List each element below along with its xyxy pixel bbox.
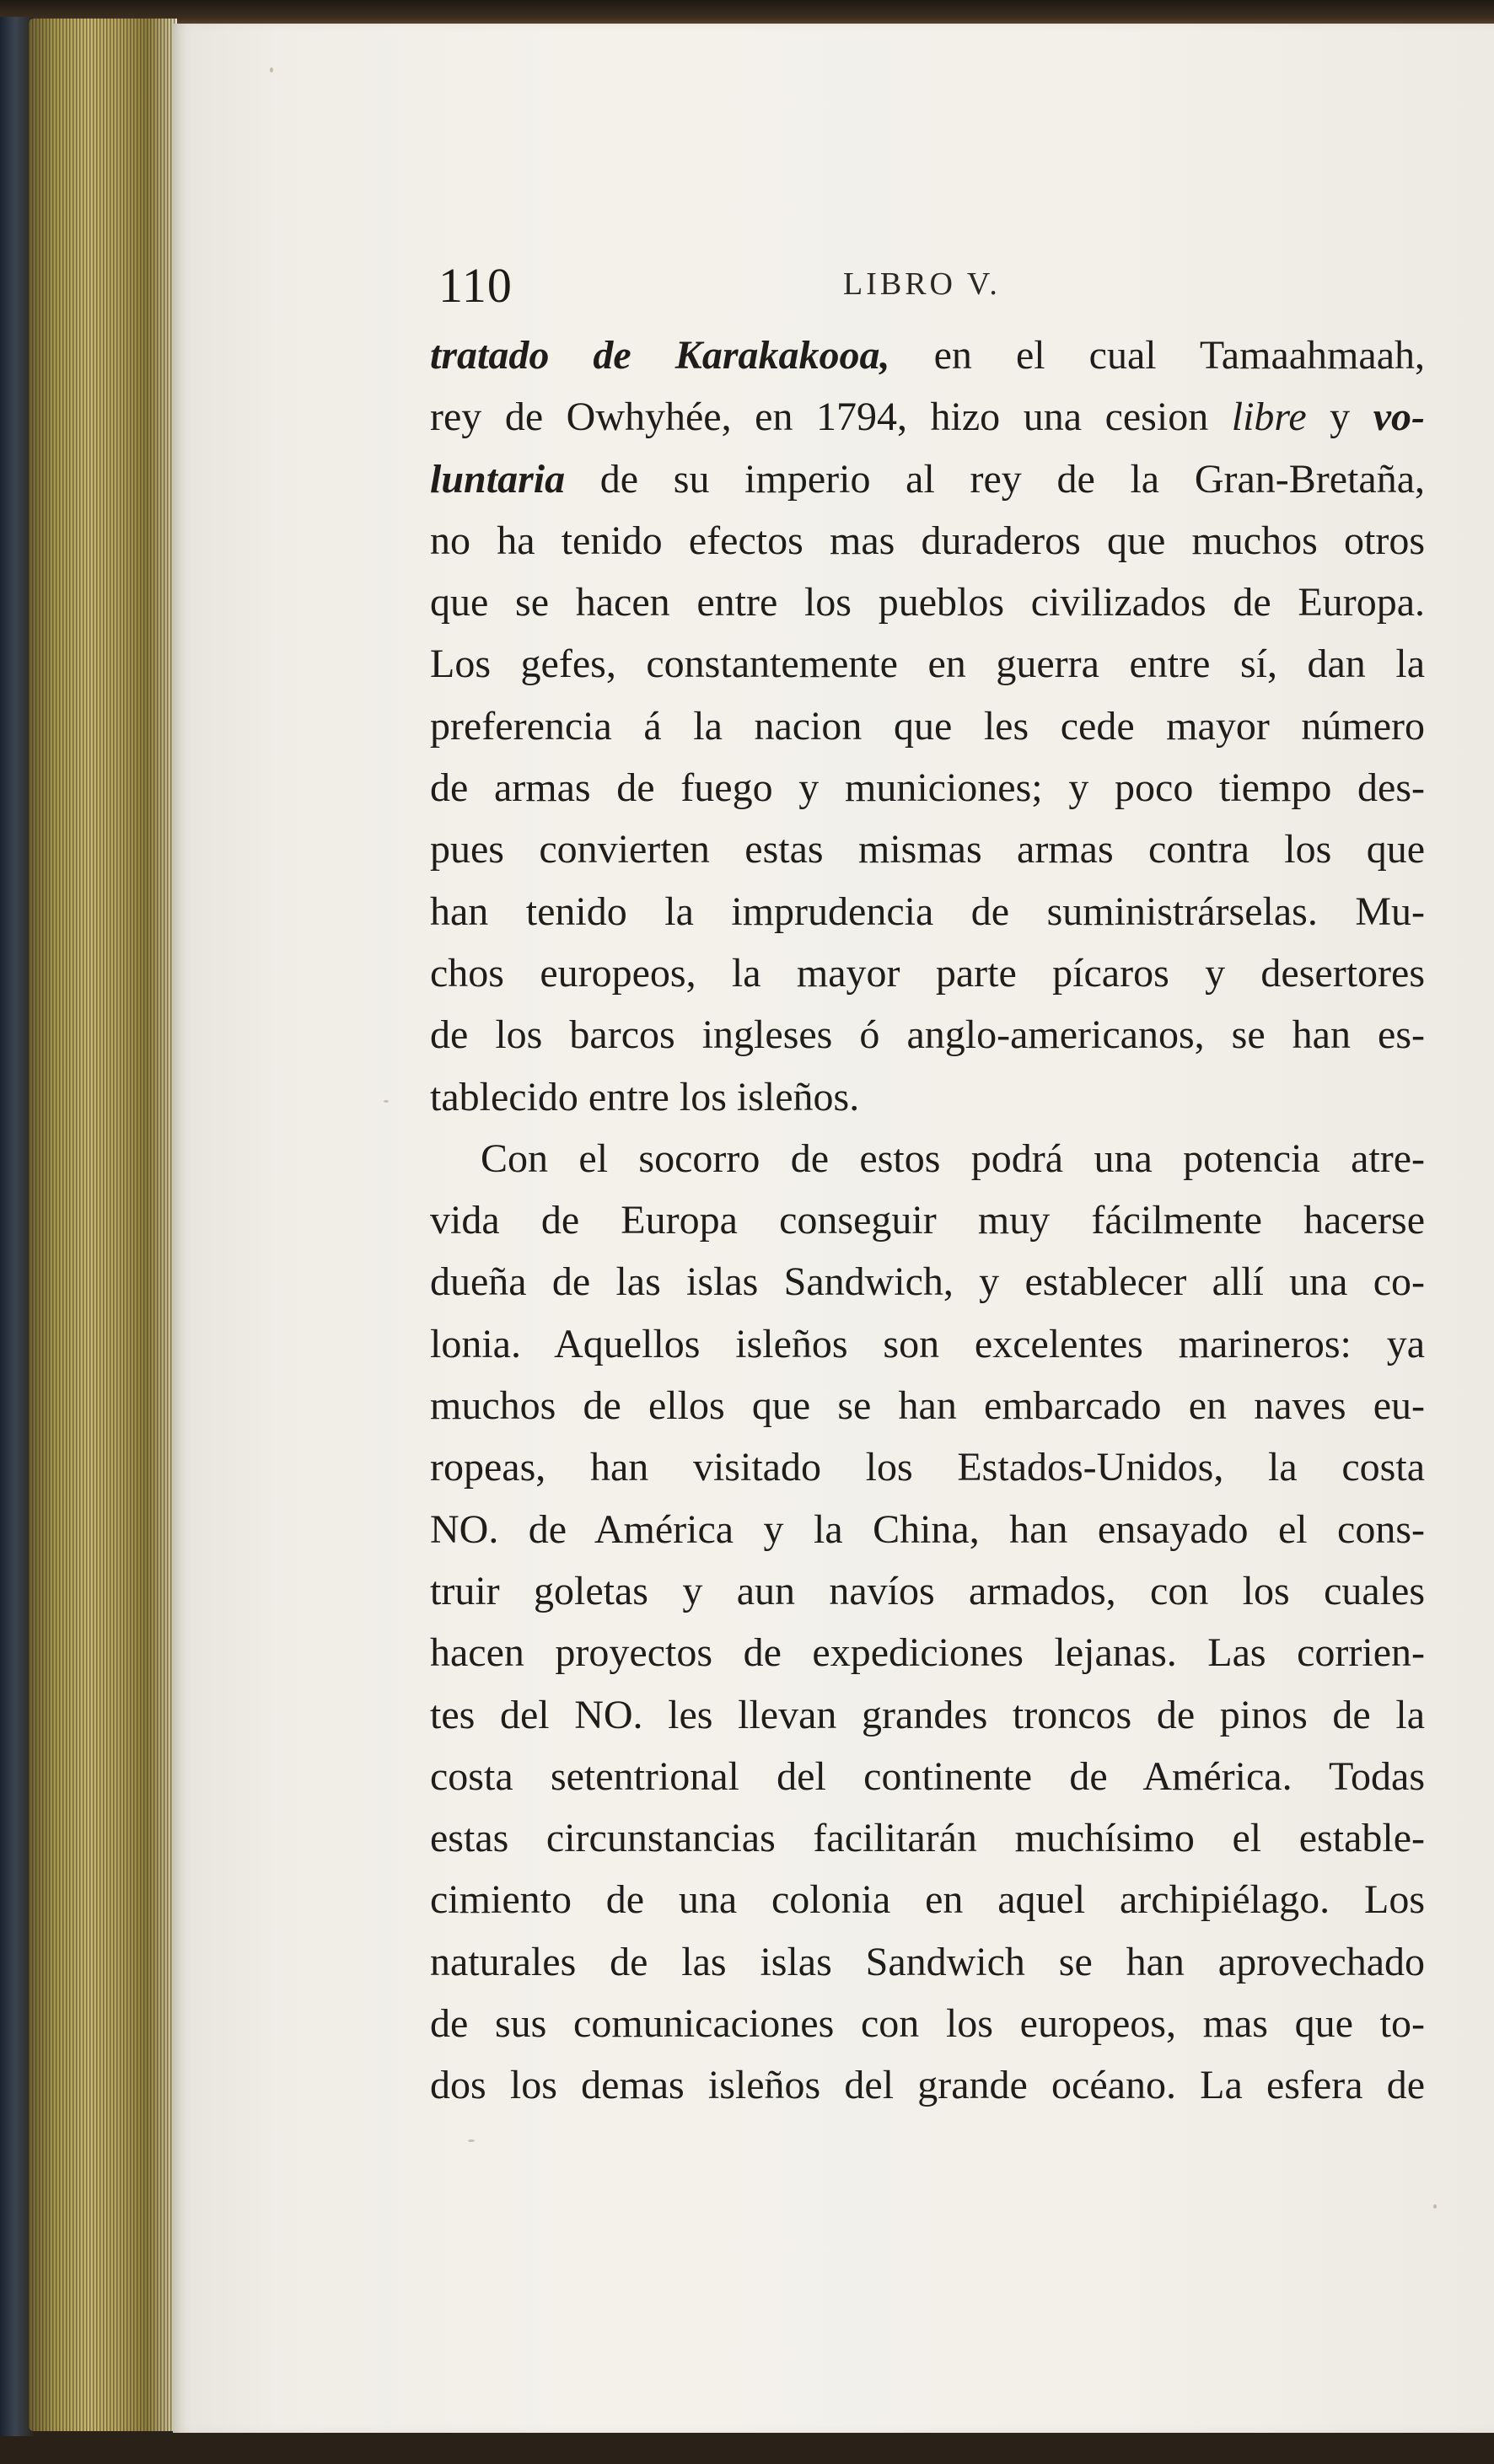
paper-blemish	[270, 67, 273, 72]
page-header	[257, 257, 1438, 316]
text-line	[430, 1436, 1425, 1498]
text-run: de armas de fuego y municiones; y poco tiempo des-	[430, 765, 1425, 811]
text-run: truir goletas y aun navíos armados, con los cuales	[430, 1568, 1425, 1613]
running-head: LIBRO V.	[843, 266, 1001, 302]
text-run: NO. de América y la China, han ensayado el cons-	[430, 1506, 1425, 1552]
text-line	[430, 633, 1425, 695]
text-run: no ha tenido efectos mas duraderos que muchos otros	[430, 518, 1425, 563]
text-run: ropeas, han visitado los Estados-Unidos, la costa	[430, 1445, 1425, 1490]
text-run: vida de Europa conseguir muy fácilmente hacerse	[430, 1198, 1425, 1243]
text-run: han tenido la imprudencia de suministrárselas. Mu-	[430, 888, 1425, 934]
text-run: estas circunstancias facilitarán muchísimo el estable-	[430, 1816, 1425, 1861]
text-line	[430, 1189, 1425, 1251]
text-run: de su imperio al rey de la Gran-Bretaña,	[565, 456, 1425, 502]
text-line	[430, 1869, 1425, 1930]
text-line	[430, 386, 1425, 448]
text-run: costa setentrional del continente de América. Todas	[430, 1753, 1425, 1799]
text-line	[430, 510, 1425, 572]
text-run: pues convierten estas mismas armas contra los que	[430, 827, 1425, 872]
text-run: de los barcos ingleses ó anglo-americanos, se han es-	[430, 1012, 1425, 1058]
text-run: y	[1306, 395, 1373, 440]
text-line	[430, 572, 1425, 633]
text-run: Los gefes, constantemente en guerra entre sí, dan la	[430, 641, 1425, 687]
text-line	[430, 1931, 1425, 1993]
body-text	[430, 325, 1425, 2117]
text-run: vo-	[1373, 395, 1425, 440]
text-run: preferencia á la nacion que les cede mayor número	[430, 703, 1425, 749]
text-run: de sus comunicaciones con los europeos, mas que to-	[430, 2001, 1425, 2047]
text-line	[430, 757, 1425, 819]
text-line	[430, 695, 1425, 757]
text-line	[430, 1251, 1425, 1313]
text-run: muchos de ellos que se han embarcado en naves eu-	[430, 1383, 1425, 1429]
text-line	[430, 448, 1425, 510]
text-line	[430, 819, 1425, 880]
text-line	[430, 1993, 1425, 2054]
text-run: que se hacen entre los pueblos civilizados de Europa.	[430, 580, 1425, 625]
text-run: dueña de las islas Sandwich, y establecer allí una co-	[430, 1259, 1425, 1305]
text-run: chos europeos, la mayor parte pícaros y desertores	[430, 950, 1425, 996]
text-run: Con el socorro de estos podrá una potencia atre-	[481, 1135, 1425, 1181]
text-line	[430, 1560, 1425, 1622]
paper-blemish	[468, 2139, 475, 2142]
page-number: 110	[438, 258, 513, 313]
text-line	[430, 1066, 1425, 1128]
text-run: dos los demas isleños del grande océano. La esfera de	[430, 2063, 1425, 2108]
text-run: tablecido entre los isleños.	[430, 1074, 860, 1119]
text-line	[430, 1807, 1425, 1869]
text-run: cimiento de una colonia en aquel archipiélago. Los	[430, 1877, 1425, 1923]
text-run: tes del NO. les llevan grandes troncos de pinos de la	[430, 1692, 1425, 1737]
paper-blemish	[384, 1100, 389, 1103]
text-line	[430, 325, 1425, 386]
text-line	[430, 1499, 1425, 1560]
text-line	[430, 1128, 1425, 1189]
book-frame-top	[0, 0, 1494, 25]
text-line	[430, 1375, 1425, 1436]
text-line	[430, 1313, 1425, 1375]
text-run: luntaria	[430, 456, 566, 502]
text-line	[430, 1004, 1425, 1066]
text-run: hacen proyectos de expediciones lejanas. Las corrien-	[430, 1630, 1425, 1676]
text-line	[430, 881, 1425, 942]
text-run: rey de Owhyhée, en 1794, hizo una cesion	[430, 395, 1232, 440]
text-line	[430, 1746, 1425, 1807]
text-run: libre	[1231, 395, 1307, 440]
text-line	[430, 1622, 1425, 1683]
text-line	[430, 2054, 1425, 2116]
text-line	[430, 1684, 1425, 1746]
paper-blemish	[1433, 2204, 1437, 2209]
text-run: tratado de Karakakooa,	[430, 333, 890, 378]
text-line	[430, 942, 1425, 1004]
text-run: naturales de las islas Sandwich se han aprovechado	[430, 1939, 1425, 1984]
page-edges-stack	[29, 19, 177, 2431]
text-run: lonia. Aquellos isleños son excelentes marineros: ya	[430, 1321, 1425, 1366]
text-run: en el cual Tamaahmaah,	[889, 333, 1425, 378]
